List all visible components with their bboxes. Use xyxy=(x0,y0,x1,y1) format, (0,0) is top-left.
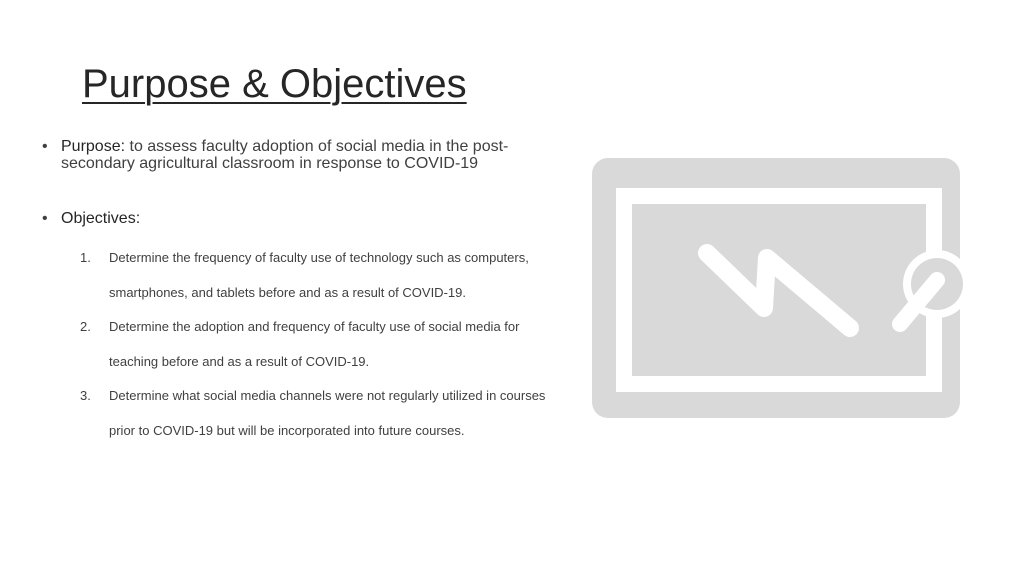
objective-text: Determine what social media channels were not regularly utilized in courses prior to COVID-19 but will be incorporated into future courses. xyxy=(109,388,546,438)
objective-text: Determine the frequency of faculty use of technology such as computers, smartphones, and tablets before and as a result of COVID-19. xyxy=(109,250,529,300)
purpose-text: to assess faculty adoption of social media in the post-secondary agricultural classroom in response to COVID-19 xyxy=(61,138,509,172)
objectives-label: Objectives: xyxy=(61,210,141,227)
objective-item-3 xyxy=(80,379,550,448)
purpose-bullet xyxy=(40,138,531,172)
whiteboard-icon xyxy=(592,158,972,420)
slide-title: Purpose & Objectives xyxy=(82,62,467,106)
objective-number: 3. xyxy=(80,388,91,403)
objective-number: 2. xyxy=(80,319,91,334)
bullet-dot: • xyxy=(42,210,48,227)
objectives-list xyxy=(80,241,550,448)
purpose-label: Purpose: xyxy=(61,138,126,155)
bullet-dot: • xyxy=(42,138,48,155)
objective-item-1 xyxy=(80,241,550,310)
content-area xyxy=(40,138,560,448)
objectives-bullet xyxy=(40,210,560,227)
objective-text: Determine the adoption and frequency of faculty use of social media for teaching before and as a result of COVID-19. xyxy=(109,319,520,369)
objective-item-2 xyxy=(80,310,550,379)
objective-number: 1. xyxy=(80,250,91,265)
